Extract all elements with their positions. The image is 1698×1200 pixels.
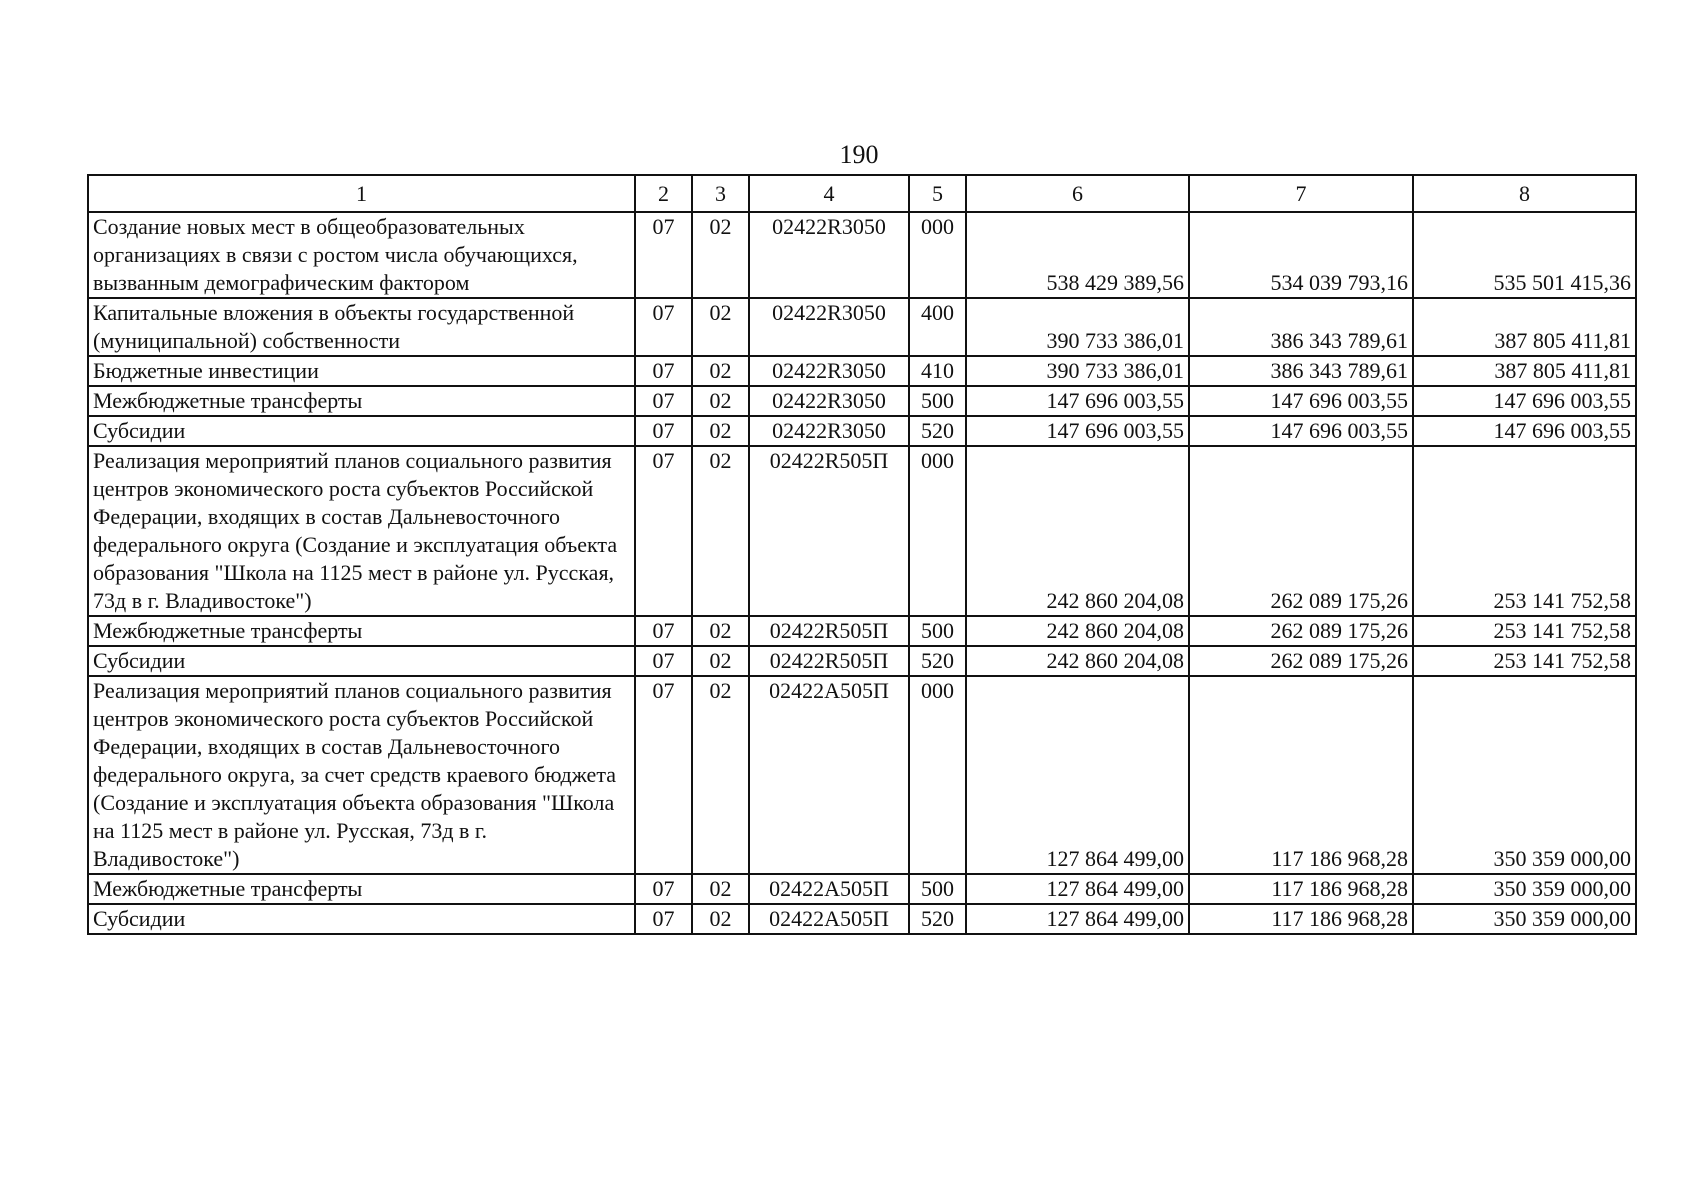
expense-type-cell: 000: [909, 212, 966, 298]
amount-year3-cell: 387 805 411,81: [1413, 298, 1636, 356]
target-article-cell: 02422R3050: [749, 356, 909, 386]
subsection-code-cell: 02: [692, 212, 749, 298]
amount-year3-cell: 253 141 752,58: [1413, 446, 1636, 616]
target-article-cell: 02422R3050: [749, 212, 909, 298]
subsection-code-cell: 02: [692, 446, 749, 616]
amount-year2-cell: 386 343 789,61: [1189, 356, 1413, 386]
row-name-cell: Межбюджетные трансферты: [88, 386, 635, 416]
column-header: 1: [88, 175, 635, 212]
table-row: [88, 646, 1636, 676]
expense-type-cell: 500: [909, 874, 966, 904]
amount-year1-cell: 242 860 204,08: [966, 616, 1189, 646]
section-code-cell: 07: [635, 356, 692, 386]
section-code-cell: 07: [635, 904, 692, 934]
row-name-cell: Субсидии: [88, 646, 635, 676]
table-row: [88, 298, 1636, 356]
row-name-cell: Субсидии: [88, 904, 635, 934]
subsection-code-cell: 02: [692, 646, 749, 676]
subsection-code-cell: 02: [692, 676, 749, 874]
amount-year1-cell: 147 696 003,55: [966, 386, 1189, 416]
row-name-cell: Бюджетные инвестиции: [88, 356, 635, 386]
section-code-cell: 07: [635, 386, 692, 416]
amount-year1-cell: 127 864 499,00: [966, 676, 1189, 874]
section-code-cell: 07: [635, 616, 692, 646]
table-row: [88, 386, 1636, 416]
column-header: 2: [635, 175, 692, 212]
column-header: 4: [749, 175, 909, 212]
table-row: [88, 356, 1636, 386]
subsection-code-cell: 02: [692, 298, 749, 356]
table-row: [88, 676, 1636, 874]
row-name-cell: Межбюджетные трансферты: [88, 874, 635, 904]
amount-year3-cell: 253 141 752,58: [1413, 616, 1636, 646]
target-article-cell: 02422А505П: [749, 874, 909, 904]
amount-year1-cell: 127 864 499,00: [966, 874, 1189, 904]
table-row: [88, 212, 1636, 298]
amount-year1-cell: 242 860 204,08: [966, 446, 1189, 616]
expense-type-cell: 400: [909, 298, 966, 356]
table-row: [88, 616, 1636, 646]
column-header: 7: [1189, 175, 1413, 212]
expense-type-cell: 500: [909, 386, 966, 416]
table-row: [88, 446, 1636, 616]
amount-year2-cell: 147 696 003,55: [1189, 416, 1413, 446]
section-code-cell: 07: [635, 298, 692, 356]
amount-year2-cell: 117 186 968,28: [1189, 874, 1413, 904]
section-code-cell: 07: [635, 676, 692, 874]
budget-table: [87, 174, 1637, 935]
row-name-cell: Субсидии: [88, 416, 635, 446]
subsection-code-cell: 02: [692, 874, 749, 904]
section-code-cell: 07: [635, 874, 692, 904]
amount-year3-cell: 387 805 411,81: [1413, 356, 1636, 386]
row-name-cell: Создание новых мест в общеобразовательных организациях в связи с ростом числа обучающихся, вызванным демографическим фактором: [88, 212, 635, 298]
target-article-cell: 02422R505П: [749, 616, 909, 646]
amount-year1-cell: 242 860 204,08: [966, 646, 1189, 676]
subsection-code-cell: 02: [692, 356, 749, 386]
amount-year3-cell: 350 359 000,00: [1413, 676, 1636, 874]
expense-type-cell: 500: [909, 616, 966, 646]
amount-year2-cell: 117 186 968,28: [1189, 904, 1413, 934]
table-row: [88, 904, 1636, 934]
amount-year2-cell: 534 039 793,16: [1189, 212, 1413, 298]
expense-type-cell: 520: [909, 416, 966, 446]
target-article-cell: 02422R505П: [749, 446, 909, 616]
expense-type-cell: 000: [909, 446, 966, 616]
amount-year1-cell: 147 696 003,55: [966, 416, 1189, 446]
section-code-cell: 07: [635, 446, 692, 616]
row-name-cell: Реализация мероприятий планов социального развития центров экономического роста субъектов Российской Федерации, входящих в состав Дальневосточного федерального округа (Создание и эксплуатация объекта образования "Школа на 1125 мест в районе ул. Русская, 73д в г. Владивостоке"): [88, 446, 635, 616]
page-number: 190: [839, 140, 879, 169]
amount-year3-cell: 350 359 000,00: [1413, 874, 1636, 904]
amount-year1-cell: 538 429 389,56: [966, 212, 1189, 298]
amount-year3-cell: 535 501 415,36: [1413, 212, 1636, 298]
target-article-cell: 02422R505П: [749, 646, 909, 676]
amount-year3-cell: 147 696 003,55: [1413, 416, 1636, 446]
target-article-cell: 02422R3050: [749, 386, 909, 416]
column-header: 5: [909, 175, 966, 212]
table-row: [88, 874, 1636, 904]
amount-year2-cell: 262 089 175,26: [1189, 446, 1413, 616]
amount-year2-cell: 262 089 175,26: [1189, 646, 1413, 676]
subsection-code-cell: 02: [692, 616, 749, 646]
expense-type-cell: 000: [909, 676, 966, 874]
column-header: 8: [1413, 175, 1636, 212]
section-code-cell: 07: [635, 646, 692, 676]
amount-year2-cell: 147 696 003,55: [1189, 386, 1413, 416]
row-name-cell: Межбюджетные трансферты: [88, 616, 635, 646]
amount-year3-cell: 147 696 003,55: [1413, 386, 1636, 416]
amount-year1-cell: 127 864 499,00: [966, 904, 1189, 934]
row-name-cell: Капитальные вложения в объекты государственной (муниципальной) собственности: [88, 298, 635, 356]
amount-year1-cell: 390 733 386,01: [966, 356, 1189, 386]
column-header: 6: [966, 175, 1189, 212]
subsection-code-cell: 02: [692, 416, 749, 446]
amount-year2-cell: 386 343 789,61: [1189, 298, 1413, 356]
section-code-cell: 07: [635, 416, 692, 446]
target-article-cell: 02422А505П: [749, 904, 909, 934]
section-code-cell: 07: [635, 212, 692, 298]
expense-type-cell: 520: [909, 646, 966, 676]
subsection-code-cell: 02: [692, 386, 749, 416]
amount-year1-cell: 390 733 386,01: [966, 298, 1189, 356]
table-row: [88, 416, 1636, 446]
amount-year2-cell: 117 186 968,28: [1189, 676, 1413, 874]
amount-year3-cell: 350 359 000,00: [1413, 904, 1636, 934]
amount-year3-cell: 253 141 752,58: [1413, 646, 1636, 676]
subsection-code-cell: 02: [692, 904, 749, 934]
header-row: [88, 175, 1636, 212]
column-header: 3: [692, 175, 749, 212]
target-article-cell: 02422R3050: [749, 298, 909, 356]
expense-type-cell: 410: [909, 356, 966, 386]
expense-type-cell: 520: [909, 904, 966, 934]
row-name-cell: Реализация мероприятий планов социального развития центров экономического роста субъектов Российской Федерации, входящих в состав Дальневосточного федерального округа, за счет средств краевого бюджета (Создание и эксплуатация объекта образования "Школа на 1125 мест в районе ул. Русская, 73д в г. Владивостоке"): [88, 676, 635, 874]
amount-year2-cell: 262 089 175,26: [1189, 616, 1413, 646]
target-article-cell: 02422А505П: [749, 676, 909, 874]
target-article-cell: 02422R3050: [749, 416, 909, 446]
